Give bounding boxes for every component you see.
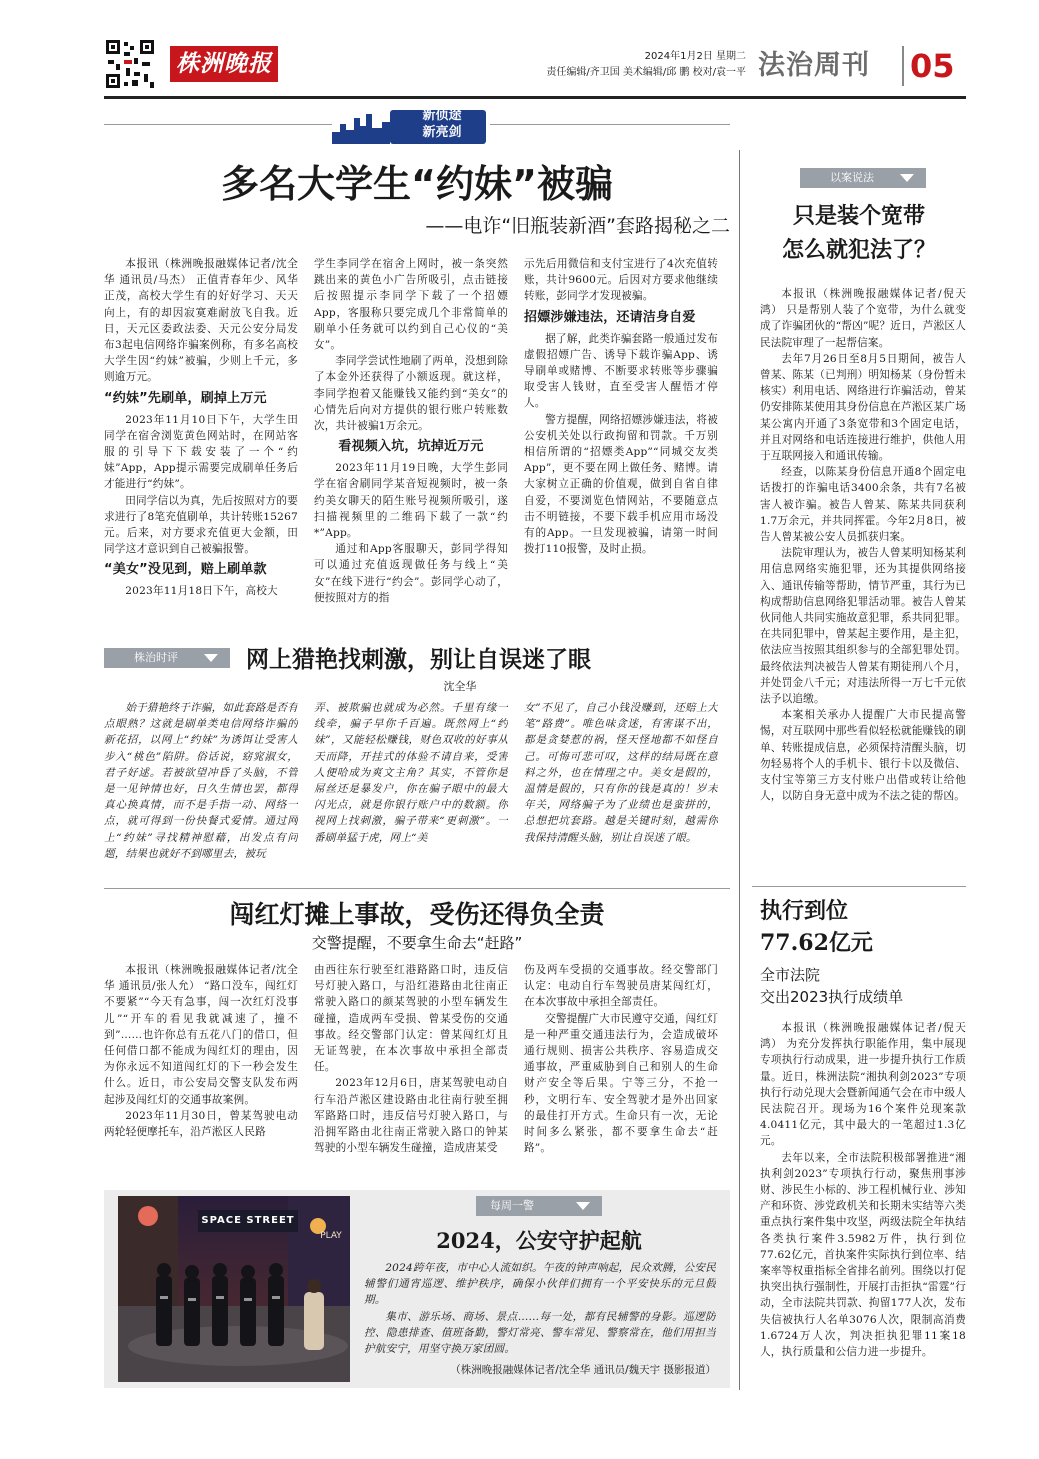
triangle-down-icon [576,1202,590,1210]
main-col1-p3: 2023年11月18日下午，高校大 [125,585,278,598]
triangle-down-icon [900,174,914,182]
editors-line: 责任编辑/齐卫国 美术编辑/邱 鹏 校对/袁一平 [546,67,746,78]
commentary-author: 沈全华 [443,680,477,693]
exec-body [760,1020,966,1382]
photo-sign-text: SPACE STREET [201,1215,295,1226]
case-tag [800,168,926,188]
main-col-1 [104,256,298,628]
case-p5: 本案相关承办人提醒广大市民提高警惕，对互联网中那些看似轻松就能赚钱的刷单、转账提成信息，必须保持清醒头脑，切勿轻易将个人的手机卡、银行卡以及微信、支付宝等第三方支付账户出借或转让给他人，以防自身无意中成为不法之徒的帮凶。 [760,709,966,803]
commentary-col-1 [104,700,298,878]
page-number: 05 [910,47,955,85]
main-col-2 [314,256,508,628]
main-col2-p1: 学生李同学在宿舍上网时，被一条突然跳出来的黄色小广告所吸引，点击链接后按照提示李同学下载了一个招嫖App，客服称只要完成几个非常简单的刷单小任务就可以约到自己心仪的“美女”。 [314,258,508,352]
exec-p2: 去年以来，全市法院积极部署推进“湘执利剑2023”专项执行行动，聚焦刑事涉财、涉民生小标的、涉工程机械行业、涉知产和环资、涉党政机关和长期未实结等六类重点执行案件集中攻坚，两级法院全年执结各类执行案件3.5982万件，执行到位77.62亿元，首执案件实际执行到位率、结案率等权重指标全省排名前列。围绕以打促执突出执行强制性，开展打击拒执“雷霆”行动，全市法院共罚款、拘留177人次，发布失信被执行人名单3076人次，限制高消费1.6724万人次，判决拒执犯罪11案18人，执行质量和公信力进一步提升。 [760,1151,966,1359]
police-photo [118,1196,350,1382]
main-col-3 [524,256,718,628]
banner-rule-left [104,124,332,125]
photo-feature-credit: （株洲晚报融媒体记者/沈全华 通讯员/魏天宇 摄影报道） [450,1364,716,1376]
case-headline-line1: 只是装个宽带 [792,203,925,229]
commentary-col-3 [524,700,718,878]
traffic-col1-p2: 2023年11月30日，曾某驾驶电动两轮轻便摩托车，沿芦淞区人民路 [104,1109,298,1139]
commentary-tag [104,648,230,668]
traffic-subhead: 交警提醒，不要拿生命去“赶路” [311,934,523,952]
main-col3-p3: 警方提醒，网络招嫖涉嫌违法，将被公安机关处以行政拘留和罚款。千万别相信所谓的“招嫖类App”“同城交友类App”，更不要在网上做任务、赌博。请大家树立正确的价值观，做到自省自律自爱，不要浏览色情网站，不要随意点击不明链接，不要下载手机应用市场没有的App。一旦发现被骗，请第一时间拨打110报警，及时止损。 [524,413,718,556]
main-subtitle-1: “约妹”先刷单，刷掉上万元 [104,390,267,406]
commentary-col1-text: 始于猎艳终于诈骗，如此套路是否有点眼熟？这就是刷单类电信网络诈骗的新花招，以网上“约妹”为诱饵让受害人步入“桃色”陷阱。俗话说，窈窕淑女，君子好逑。若被欲望冲昏了头脑，不管是一见钟情也好，日久生情也罢，都得真心换真情，而不是手指一动、网络一点，就可得到一份快餐式爱情。通过网上“约妹”寻找精神慰藉，出发点有问题，结果也就好不到哪里去，被玩 [104,702,298,860]
main-lead: 本报讯（株洲晚报融媒体记者/沈全华 通讯员/马杰） 正值青春年少、风华正茂，高校大学生有的好好学习、天天向上，有的却因寂寞难耐放飞自我。近日，天元区委政法委、天元公安分局发布3起电信网络诈骗案例称，有多名高校大学生因“约妹”被骗，少则上千元，多则逾万元。 [104,258,298,384]
section-name: 法治周刊 [758,50,870,81]
date-line: 2024年1月2日 星期二 [644,51,746,62]
case-tag-label: 以案说法 [830,171,874,184]
column-banner [332,104,488,146]
banner-line2: 新亮剑 [422,125,462,140]
commentary-col2-text: 弄、被欺骗也就成为必然。千里有缘一线牵，骗子早你千百遍。既然网上“约妹”，又能轻松赚钱，财色双收的好事从天而降，开挂式的体验不请自来，受害人便哈成为爽文主角？其实，不管你是屌丝还是暴发户，你在骗子眼中的最大闪光点，就是你银行账户中的数额。你视网上找刺激，骗子带来“更刺激”。一番刷单猛于虎，网上“美 [314,702,508,844]
traffic-col2-p2: 2023年12月6日，唐某驾驶电动自行车沿芦淞区建设路由北往南行驶至拥军路路口时，违反信号灯驶入路口，与沿拥军路由北往南正常驶入路口的钟某驾驶的小型车辆发生碰撞，造成唐某受 [314,1077,508,1155]
commentary-col-2 [314,700,508,878]
case-p1: 本报讯（株洲晚报融媒体记者/倪天鸿） 只是帮别人装了个宽带，为什么就变成了诈骗团伙的“帮凶”呢？近日，芦淞区人民法院审理了一起帮信案。 [760,288,966,349]
case-body [760,286,966,876]
main-col1-p2: 田同学信以为真，先后按照对方的要求进行了8笔充值刷单，共计转账15267元。后来，对方要求充值更大金额，田同学这才意识到自己被骗报警。 [104,494,298,556]
photo-sign-text2: PLAY [320,1231,342,1241]
banner-rule-right [490,124,730,125]
exec-headline-line2: 77.62亿元 [760,930,873,956]
case-p4: 法院审理认为，被告人曾某明知杨某利用信息网络实施犯罪，还为其提供网络接入、通讯传输等帮助，情节严重，其行为已构成帮助信息网络犯罪活动罪。被告人曾某伙同他人共同实施故意犯罪，系共同犯罪。在共同犯罪中，曾某起主要作用，是主犯，依法应当按照其组织参与的全部犯罪处罚。最终依法判决被告人曾某有期徒刑八个月，并处罚金八千元；对违法所得一万七千元依法予以追缴。 [760,547,966,706]
section-divider [902,46,904,86]
commentary-tag-label: 株治时评 [134,651,178,664]
photo-feature-tag [476,1196,602,1216]
traffic-col3-p2: 交警提醒广大市民遵守交通，闯红灯是一种严重交通违法行为，会造成破坏通行规则、损害公共秩序、容易造成交通事故，严重威胁到自己和别人的生命财产安全等后果。宁等三分，不抢一秒，文明行车、安全驾驶才是外出回家的最佳打开方式。生命只有一次，无论时间多么紧张，都不要拿生命去“赶路”。 [524,1012,718,1155]
paper-logo: 株洲晚报 [170,46,278,82]
commentary-bottom-rule [104,888,730,889]
masthead-rule [104,96,966,99]
exec-headline-line1: 执行到位 [760,898,849,924]
traffic-col-2 [314,962,508,1180]
main-col3-p1: 示先后用微信和支付宝进行了4次充值转账，共计9600元。后因对方要求他继续转账，彭同学才发现被骗。 [524,258,718,303]
photo-feature-headline: 2024，公安守护起航 [436,1228,642,1253]
main-subtitle-2: “美女”没见到，赔上刷单款 [104,562,267,578]
traffic-col1-p1: 本报讯（株洲晚报融媒体记者/沈全华 通讯员/张人允） “路口没车，闯红灯不要紧”“今天有急事，闯一次红灯没事儿”“开车的看见我就减速了，撞不到”……也许你总有五花八门的借口，但任何借口都不能成为闯红灯的理由，因为你永远不知道闯红灯的下一秒会发生什么。近日，市公安局交警支队发布两起涉及闯红灯的交通事故案例。 [104,964,298,1106]
photo-feature-p2: 集市、游乐场、商场、景点……每一处，都有民辅警的身影。巡逻防控、隐患排查、值班备勤，警灯常亮、警车常见、警察常在，他们用担当护航安宁，用坚守换万家团圆。 [364,1310,716,1356]
commentary-headline: 网上猎艳找刺激，别让自误迷了眼 [246,647,591,673]
exec-subhead-line2: 交出2023执行成绩单 [760,988,904,1006]
main-col2-p2: 李同学尝试性地刷了两单，没想到除了本金外还获得了小额返现。就这样，李同学抱着又能赚钱又能约到“美女”的心情先后向对方提供的银行账户转账数次，共计被骗1万余元。 [314,355,508,433]
main-subhead: ——电诈“旧瓶装新酒”套路揭秘之二 [425,215,730,237]
traffic-col2-p1: 由西往东行驶至红港路路口时，违反信号灯驶入路口，与沿红港路由北往南正常驶入路口的颜某驾驶的小型车辆发生碰撞，造成两车受损、曾某受伤的交通事故。经交警部门认定：曾某闯红灯且无证驾驶，在本次事故中承担全部责任。 [314,964,508,1074]
main-col3-p2: 据了解，此类诈骗套路一般通过发布虚假招嫖广告、诱导下载诈骗App、诱导刷单或赌博、不断要求转账等步骤骗取受害人钱财，直至受害人醒悟才停人。 [524,332,718,410]
triangle-down-icon [204,654,218,662]
main-col2-p3: 2023年11月19日晚，大学生彭同学在宿舍刷同学某音短视频时，被一条约美女聊天的陌生账号视频所吸引，遂扫描视频里的二维码下载了一款“约*”App。 [314,462,508,540]
main-col2-p4: 通过和App客服聊天，彭同学得知可以通过充值返现做任务与线上“美女”在线下进行“约会”。彭同学心动了，便按照对方的指 [314,543,508,604]
sidebar-divider [739,150,740,1390]
traffic-col-3 [524,962,718,1180]
traffic-col3-p1: 伤及两车受损的交通事故。经交警部门认定：电动自行车驾驶员唐某闯红灯，在本次事故中承担全部责任。 [524,964,718,1009]
traffic-headline: 闯红灯摊上事故，受伤还得负全责 [229,900,605,929]
sidebar-mid-rule [752,886,966,887]
photo-feature-text [364,1260,716,1362]
main-subtitle-3: 看视频入坑，坑掉近万元 [338,439,484,455]
commentary-col3-text: 女”不见了，自己小钱没赚到，还赔上大笔“路费”。唯色味贪迷，有害谋不出，都是贪婪惹的祸，怪天怪地都不如怪自己。可悔可悲可叹，这样的结局既在意料之外，也在情理之中。美女是假的，温情是假的，只有你的钱是真的！岁末年关，网络骗子为了业绩也是蛮拼的，总想把坑套路。越是关键时刻，越需你我保持清醒头脑，别让自误迷了眼。 [524,702,718,844]
case-p3: 经查，以陈某身份信息开通8个固定电话拨打的诈骗电话3400余条，共有7名被害人被诈骗。被告人曾某、陈某共同获利1.7万余元，并共同挥霍。今年2月8日，被告人曾某被公安人员抓获归案。 [760,466,966,544]
photo-feature-tag-label: 每周一警 [490,1199,534,1212]
case-headline-line2: 怎么就犯法了？ [781,237,936,263]
qr-code [104,38,156,90]
case-p2: 去年7月26日至8月5日期间，被告人曾某、陈某（已判刑）明知杨某（身份暂未核实）利用电话、网络进行诈骗活动，曾某仍安排陈某使用其身份信息在芦淞区某广场某公寓内开通了3条宽带和3个固定电话，并且对网络和电话连接进行维护，供他人用于互联网接入和通讯传输。 [760,352,966,463]
main-col1-p1: 2023年11月10日下午，大学生田同学在宿舍浏览黄色网站时，在网站客服的引导下下载安装了一个“约妹”App，App提示需要完成刷单任务后才能进行“约妹”。 [104,413,298,491]
traffic-col-1 [104,962,298,1180]
exec-subhead-line1: 全市法院 [760,966,821,984]
main-subtitle-4: 招嫖涉嫌违法，还请洁身自爱 [524,309,696,325]
photo-feature-p1: 2024跨年夜，市中心人流如织。午夜的钟声响起，民众欢腾，公安民辅警们通宵巡逻、维护秩序，确保小伙伴们拥有一个平安快乐的元旦假期。 [364,1262,716,1307]
main-headline: 多名大学生“约妹”被骗 [221,162,613,206]
exec-p1: 本报讯（株洲晚报融媒体记者/倪天鸿） 为充分发挥执行职能作用，集中展现专项执行行动成果，进一步提升执行工作质量。近日，株洲法院“湘执利剑2023”专项执行行动兑现大会暨新闻通气会在市中级人民法院召开。现场为16个案件兑现案款4.0411亿元，其中最大的一笔超过1.3亿元。 [760,1022,966,1148]
banner-line1: 新侦途 [422,108,462,123]
